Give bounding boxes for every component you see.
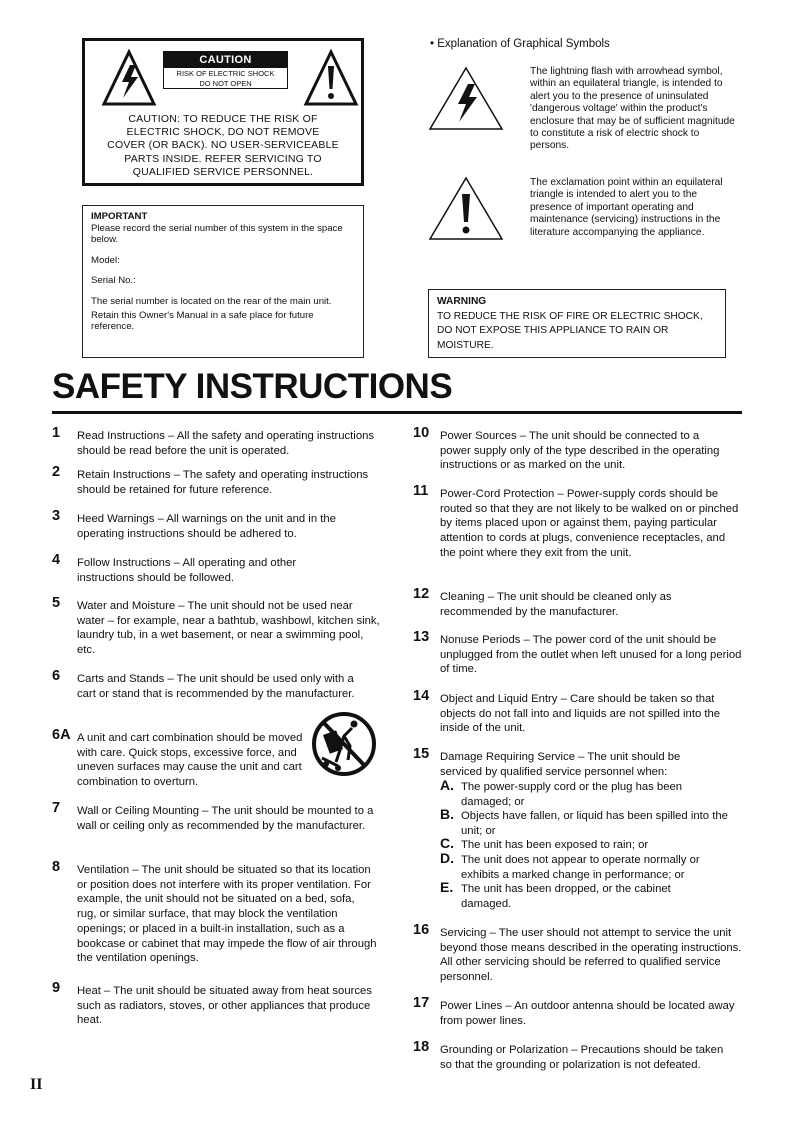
model-field-label: Model:	[91, 254, 120, 266]
item-text: Power Lines – An outdoor antenna should be located away from power lines.	[440, 1000, 735, 1027]
item-number: 2	[52, 464, 61, 480]
sub-item-text: The unit does not appear to operate normally or exhibits a marked change in performance; or	[461, 854, 700, 881]
item-number: 4	[52, 552, 61, 568]
item-text: Cleaning – The unit should be cleaned only as recommended by the manufacturer.	[440, 591, 672, 618]
item-number: 16	[413, 922, 430, 938]
exclamation-warning-icon	[303, 49, 359, 107]
caution-line: COVER (OR BACK). NO USER-SERVICEABLE	[107, 139, 339, 152]
sub-item-text: The power-supply cord or the plug has been damaged; or	[461, 781, 683, 808]
lightning-triangle-icon	[428, 66, 504, 132]
item-number: 1	[52, 425, 61, 441]
sub-item-letter: A.	[440, 777, 454, 793]
sub-item-letter: D.	[440, 850, 454, 866]
item-number: 13	[413, 629, 430, 645]
item-number: 6	[52, 668, 61, 684]
item-text: Carts and Stands – The unit should be used only with a cart or stand that is recommended by the manufacturer.	[77, 673, 355, 700]
caution-subtitle	[164, 68, 287, 89]
item-text: Damage Requiring Service – The unit should be serviced by qualified service personnel when:	[440, 751, 681, 778]
retain-manual-text: Retain this Owner's Manual in a safe place for future reference.	[91, 309, 314, 333]
item-text: Retain Instructions – The safety and operating instructions should be retained for future reference.	[77, 469, 369, 496]
important-heading: IMPORTANT	[91, 211, 148, 222]
item-text: Nonuse Periods – The power cord of the unit should be unplugged from the outlet when left unused for a long period of time.	[440, 634, 742, 676]
important-text: Please record the serial number of this system in the space below.	[91, 222, 343, 246]
item-number: 14	[413, 688, 430, 704]
item-number: 7	[52, 800, 61, 816]
exclamation-explanation: The exclamation point within an equilateral triangle is intended to alert you to the presence of important operating and maintenance (servicing) instructions in the literature accompanying the appliance.	[530, 177, 723, 238]
item-number: 10	[413, 425, 430, 441]
exclamation-triangle-icon	[428, 176, 504, 242]
item-text: Read Instructions – All the safety and operating instructions should be read before the unit is operated.	[77, 430, 375, 457]
caution-sub-line-2: DO NOT OPEN	[199, 79, 252, 88]
caution-text	[91, 113, 355, 179]
item-text: Heed Warnings – All warnings on the unit and in the operating instructions should be adhered to.	[77, 513, 336, 540]
item-number: 3	[52, 508, 61, 524]
serial-location-text: The serial number is located on the rear of the main unit.	[91, 295, 332, 307]
caution-line: PARTS INSIDE. REFER SERVICING TO	[124, 152, 322, 165]
title-divider	[52, 411, 742, 414]
item-number: 9	[52, 980, 61, 996]
item-text: A unit and cart combination should be moved with care. Quick stops, excessive force, and uneven surfaces may cause the unit and cart combination to overturn.	[77, 732, 303, 789]
sub-item-text: The unit has been exposed to rain; or	[461, 839, 649, 851]
item-number: 5	[52, 595, 61, 611]
sub-item-letter: B.	[440, 806, 454, 822]
lightning-explanation: The lightning flash with arrowhead symbol, within an equilateral triangle, is intended to alert you to the presence of uninsulated 'dangerous voltage' within the product's enclosure that may be of sufficient magnitude to constitute a risk of electric shock to persons.	[530, 66, 735, 152]
item-text: Object and Liquid Entry – Care should be taken so that objects do not fall into and liquids are not spilled into the inside of the unit.	[440, 693, 721, 735]
safety-item-15	[413, 746, 743, 915]
important-box	[82, 205, 364, 358]
serial-field-label: Serial No.:	[91, 275, 136, 287]
item-number: 11	[413, 483, 429, 499]
item-text: Servicing – The user should not attempt to service the unit beyond those means described in the operating instructions. All other servicing should be referred to qualified service personnel.	[440, 927, 742, 984]
sub-item-letter: C.	[440, 835, 454, 851]
item-number: 17	[413, 995, 430, 1011]
lightning-warning-icon	[101, 49, 157, 107]
item-text: Wall or Ceiling Mounting – The unit should be mounted to a wall or ceiling only as recommended by the manufacturer.	[77, 805, 374, 832]
item-text: Power-Cord Protection – Power-supply cords should be routed so that they are not likely to be walked on or pinched by items placed upon or against them, paying particular attention to cords at plugs, convenience receptacles, and the point where they exit from the unit.	[440, 488, 739, 559]
item-number: 12	[413, 586, 430, 602]
item-text: Grounding or Polarization – Precautions should be taken so that the grounding or polarization is not defeated.	[440, 1044, 724, 1071]
sub-item-letter: E.	[440, 879, 454, 895]
caution-sub-line-1: RISK OF ELECTRIC SHOCK	[176, 69, 275, 78]
item-number: 15	[413, 746, 430, 762]
caution-label	[163, 51, 288, 89]
warning-text: TO REDUCE THE RISK OF FIRE OR ELECTRIC SHOCK, DO NOT EXPOSE THIS APPLIANCE TO RAIN OR MOISTURE.	[437, 310, 703, 351]
item-text: Heat – The unit should be situated away from heat sources such as radiators, stoves, or other appliances that produce heat.	[77, 985, 372, 1027]
warning-box	[428, 289, 726, 358]
item-text: Power Sources – The unit should be connected to a power supply only of the type described in the operating instructions or as marked on the unit.	[440, 430, 720, 472]
item-number: 6A	[52, 727, 71, 743]
cart-warning-icon	[312, 706, 376, 784]
caution-line: CAUTION: TO REDUCE THE RISK OF	[128, 113, 318, 125]
caution-title: CAUTION	[164, 52, 287, 68]
item-number: 18	[413, 1039, 430, 1055]
item-text: Follow Instructions – All operating and other instructions should be followed.	[77, 557, 297, 584]
sub-item-text: The unit has been dropped, or the cabinet damaged.	[461, 883, 671, 910]
page-title: SAFETY INSTRUCTIONS	[52, 367, 453, 406]
caution-box	[82, 38, 364, 186]
warning-heading: WARNING	[437, 296, 487, 307]
caution-line: ELECTRIC SHOCK, DO NOT REMOVE	[126, 126, 320, 139]
item-text: Water and Moisture – The unit should not be used near water – for example, near a bathtub, washbowl, kitchen sink, laundry tub, in a wet basement, or near a swimming pool, etc.	[77, 600, 380, 657]
item-number: 8	[52, 859, 61, 875]
item-text: Ventilation – The unit should be situated so that its location or position does not interfere with its proper ventilation. For example, the unit should not be situated on a bed, sofa, rug, or similar surface, that may block the ventilation openings; or placed in a built-in installation, such as a bookcase or cabinet that may impede the flow of air through the ventilation openings.	[77, 864, 377, 965]
page-number: II	[30, 1076, 43, 1093]
caution-line: QUALIFIED SERVICE PERSONNEL.	[132, 165, 314, 178]
sub-item-text: Objects have fallen, or liquid has been spilled into the unit; or	[461, 810, 728, 837]
symbols-heading: • Explanation of Graphical Symbols	[430, 38, 610, 50]
